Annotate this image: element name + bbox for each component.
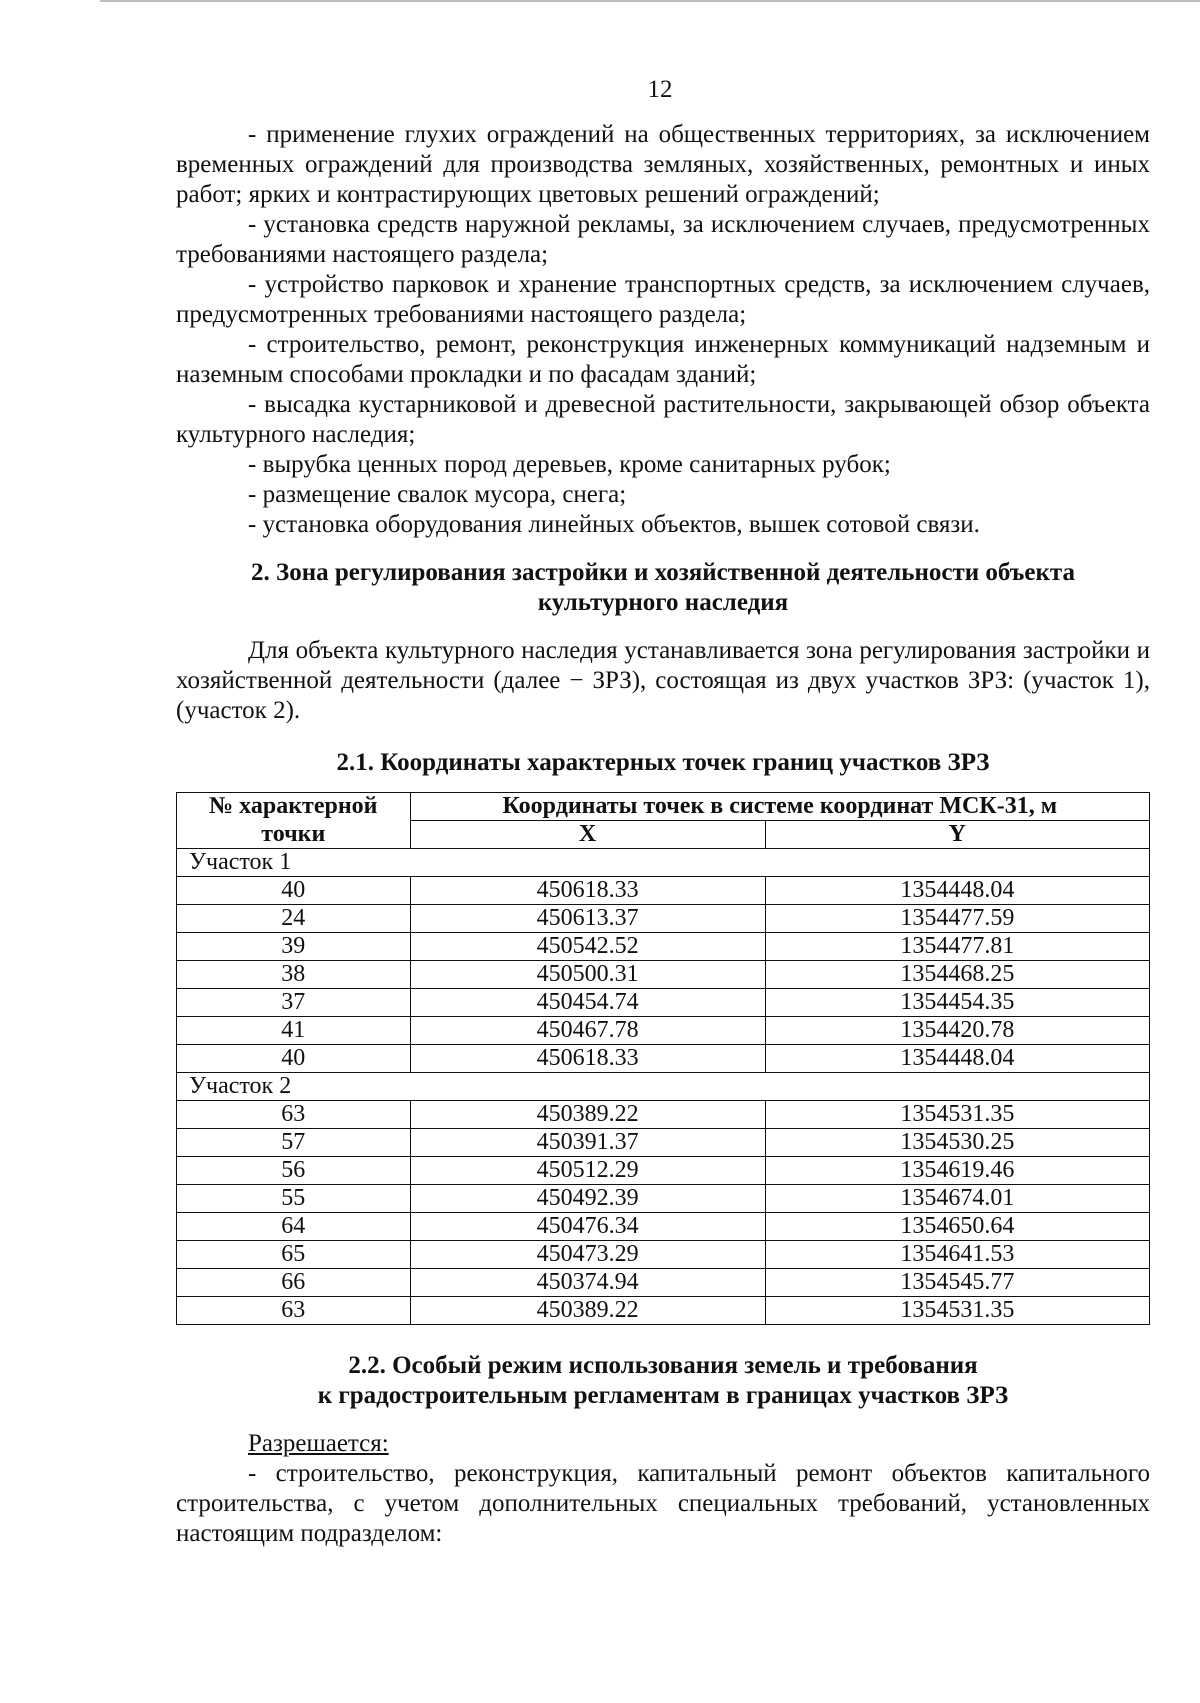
table-header-row xyxy=(177,793,1150,821)
x-cell: 450618.33 xyxy=(410,877,765,905)
y-cell: 1354641.53 xyxy=(765,1241,1149,1269)
table-row xyxy=(177,1157,1150,1185)
part-label: Участок 2 xyxy=(177,1073,1150,1101)
y-cell: 1354448.04 xyxy=(765,877,1149,905)
x-cell: 450454.74 xyxy=(410,989,765,1017)
point-cell: 56 xyxy=(177,1157,411,1185)
header-coordinates: Координаты точек в системе координат МСК-31, м xyxy=(410,793,1149,821)
list-item: - устройство парковок и хранение транспортных средств, за исключением случаев, предусмотренных требованиями настоящего раздела; xyxy=(176,271,1151,328)
y-cell: 1354530.25 xyxy=(765,1129,1149,1157)
section-2-2-title: 2.2. Особый режим использования земель и требования к градостроительным регламентам в границах участков ЗРЗ xyxy=(317,1352,1009,1409)
restrictions-list xyxy=(176,120,1150,540)
list-item: - вырубка ценных пород деревьев, кроме санитарных рубок; xyxy=(248,451,891,478)
list-item: - применение глухих ограждений на общественных территориях, за исключением временных ограждений для производства земляных, хозяйственных, ремонтных и иных работ; ярких и контрастирующих цветовых решений ограждений; xyxy=(176,121,1150,208)
point-cell: 57 xyxy=(177,1129,411,1157)
y-cell: 1354454.35 xyxy=(765,989,1149,1017)
table-row xyxy=(177,877,1150,905)
table-row xyxy=(177,1213,1150,1241)
y-cell: 1354468.25 xyxy=(765,961,1149,989)
header-y: Y xyxy=(765,821,1149,849)
y-cell: 1354477.59 xyxy=(765,905,1149,933)
section-2-title: 2. Зона регулирования застройки и хозяйственной деятельности объекта культурного наследия xyxy=(251,559,1075,616)
x-cell: 450500.31 xyxy=(410,961,765,989)
point-cell: 63 xyxy=(177,1101,411,1129)
point-cell: 55 xyxy=(177,1185,411,1213)
header-point-cont: точки xyxy=(177,821,411,849)
table-row xyxy=(177,1129,1150,1157)
list-item: - высадка кустарниковой и древесной растительности, закрывающей обзор объекта культурного наследия; xyxy=(176,391,1150,448)
coordinates-table xyxy=(176,792,1150,1325)
document-body xyxy=(176,120,1150,1549)
point-cell: 24 xyxy=(177,905,411,933)
header-x: X xyxy=(410,821,765,849)
list-item: - строительство, ремонт, реконструкция инженерных коммуникаций надземным и наземным способами прокладки и по фасадам зданий; xyxy=(176,331,1150,388)
table-row xyxy=(177,933,1150,961)
table-header-row xyxy=(177,821,1150,849)
point-cell: 66 xyxy=(177,1269,411,1297)
point-cell: 40 xyxy=(177,1045,411,1073)
x-cell: 450618.33 xyxy=(410,1045,765,1073)
table-row xyxy=(177,1101,1150,1129)
x-cell: 450389.22 xyxy=(410,1297,765,1325)
x-cell: 450512.29 xyxy=(410,1157,765,1185)
y-cell: 1354531.35 xyxy=(765,1101,1149,1129)
table-row xyxy=(177,1185,1150,1213)
point-cell: 38 xyxy=(177,961,411,989)
table-row xyxy=(177,989,1150,1017)
page-number: 12 xyxy=(647,76,673,103)
header-point: № характерной xyxy=(177,793,411,821)
list-item: - установка оборудования линейных объектов, вышек сотовой связи. xyxy=(248,511,980,538)
y-cell: 1354477.81 xyxy=(765,933,1149,961)
table-row xyxy=(177,1017,1150,1045)
y-cell: 1354674.01 xyxy=(765,1185,1149,1213)
point-cell: 41 xyxy=(177,1017,411,1045)
list-item: - размещение свалок мусора, снега; xyxy=(248,481,627,508)
part-label: Участок 1 xyxy=(177,849,1150,877)
y-cell: 1354650.64 xyxy=(765,1213,1149,1241)
x-cell: 450473.29 xyxy=(410,1241,765,1269)
y-cell: 1354420.78 xyxy=(765,1017,1149,1045)
point-cell: 40 xyxy=(177,877,411,905)
table-group-row xyxy=(177,849,1150,877)
x-cell: 450542.52 xyxy=(410,933,765,961)
point-cell: 64 xyxy=(177,1213,411,1241)
top-border-line xyxy=(100,0,1200,2)
list-item: - установка средств наружной рекламы, за исключением случаев, предусмотренных требованиями настоящего раздела; xyxy=(176,211,1150,268)
x-cell: 450476.34 xyxy=(410,1213,765,1241)
table-row xyxy=(177,1269,1150,1297)
point-cell: 39 xyxy=(177,933,411,961)
y-cell: 1354448.04 xyxy=(765,1045,1149,1073)
allowed-item: - строительство, реконструкция, капитальный ремонт объектов капитального строительства, с учетом дополнительных специальных требований, установленных настоящим подразделом: xyxy=(176,1460,1150,1547)
table-row xyxy=(177,1297,1150,1325)
table-row xyxy=(177,1241,1150,1269)
allowed-heading: Разрешается: xyxy=(248,1430,389,1457)
point-cell: 65 xyxy=(177,1241,411,1269)
point-cell: 63 xyxy=(177,1297,411,1325)
x-cell: 450492.39 xyxy=(410,1185,765,1213)
x-cell: 450389.22 xyxy=(410,1101,765,1129)
table-group-row xyxy=(177,1073,1150,1101)
x-cell: 450374.94 xyxy=(410,1269,765,1297)
x-cell: 450391.37 xyxy=(410,1129,765,1157)
section-2-paragraph: Для объекта культурного наследия устанавливается зона регулирования застройки и хозяйственной деятельности (далее − ЗРЗ), состоящая из двух участков ЗРЗ: (участок 1), (участок 2). xyxy=(176,637,1150,724)
x-cell: 450467.78 xyxy=(410,1017,765,1045)
point-cell: 37 xyxy=(177,989,411,1017)
y-cell: 1354619.46 xyxy=(765,1157,1149,1185)
section-2-1-title: 2.1. Координаты характерных точек границ участков ЗРЗ xyxy=(336,749,990,776)
x-cell: 450613.37 xyxy=(410,905,765,933)
table-row xyxy=(177,905,1150,933)
table-row xyxy=(177,961,1150,989)
y-cell: 1354531.35 xyxy=(765,1297,1149,1325)
table-row xyxy=(177,1045,1150,1073)
y-cell: 1354545.77 xyxy=(765,1269,1149,1297)
